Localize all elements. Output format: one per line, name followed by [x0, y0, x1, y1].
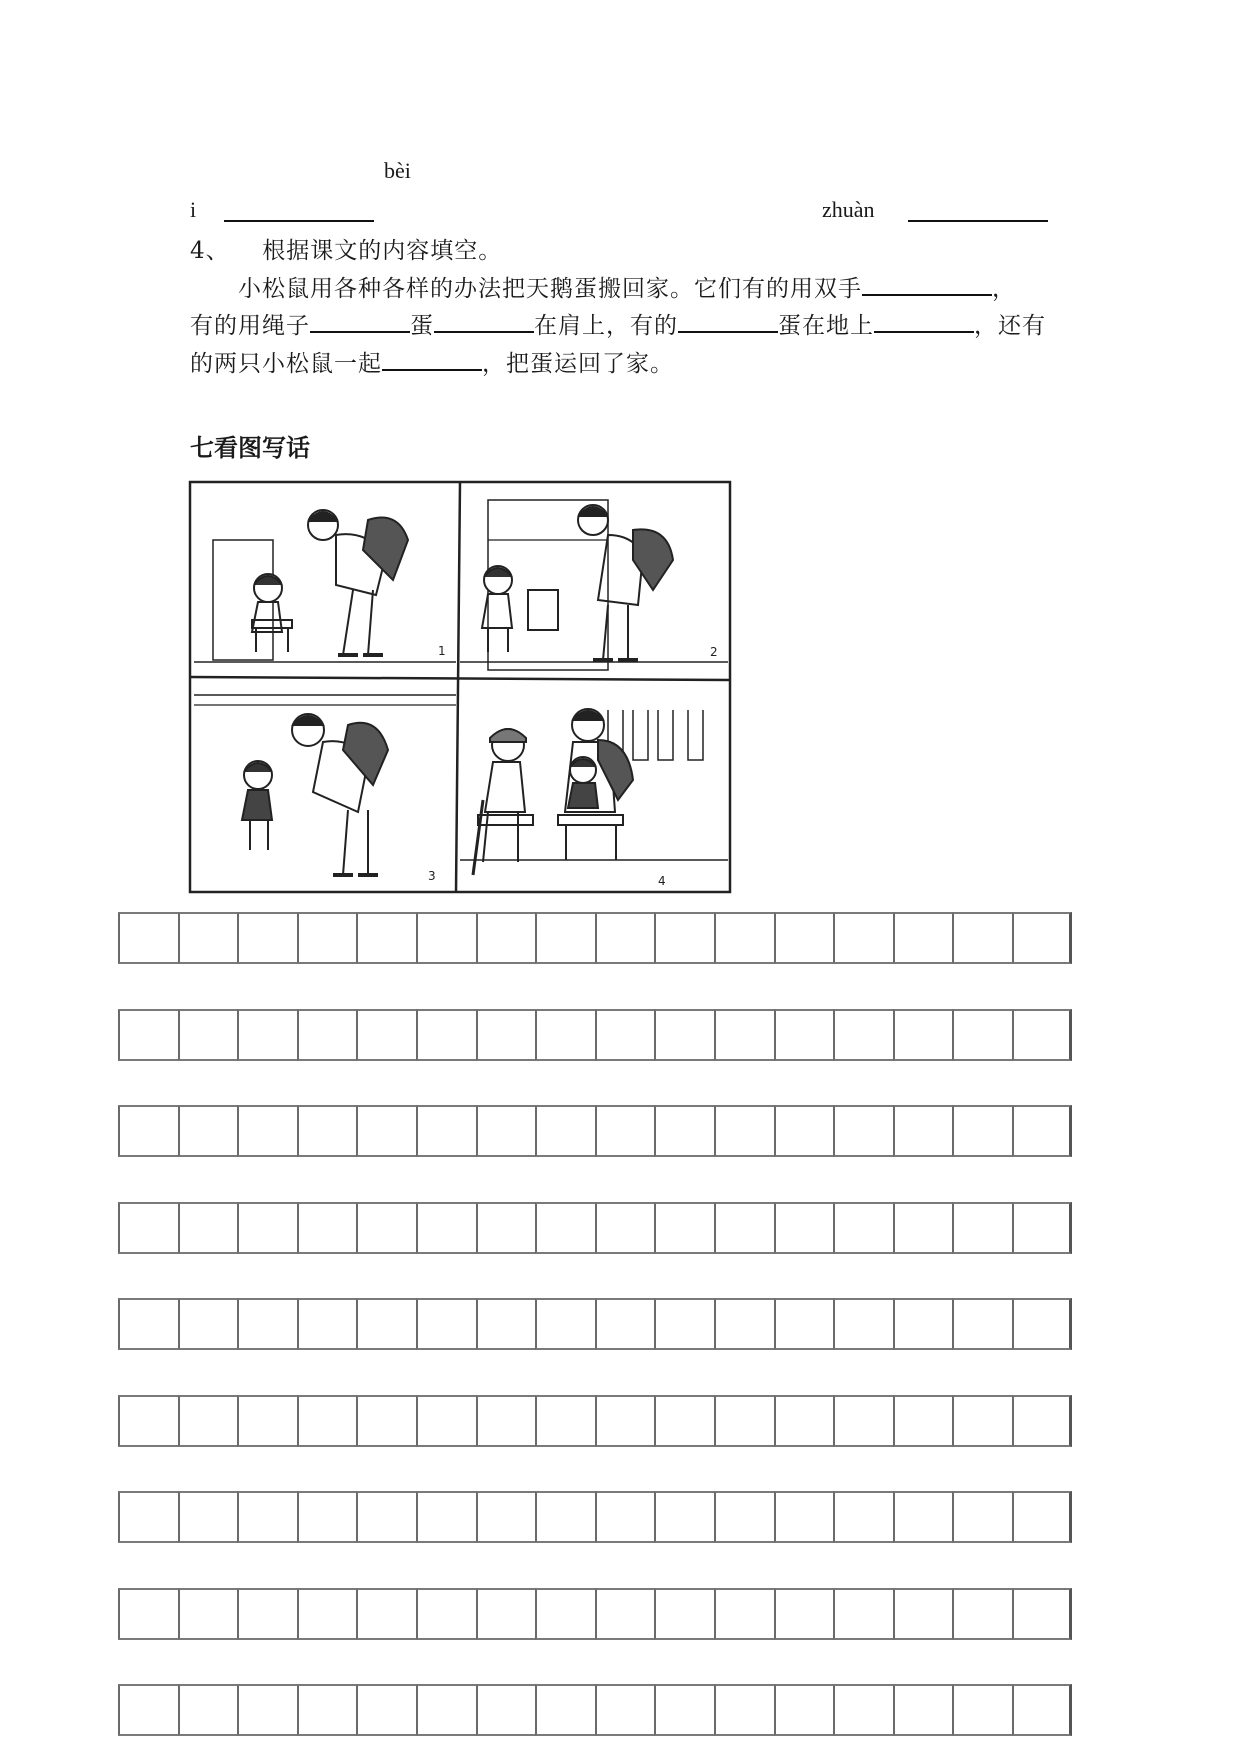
- grid-cell[interactable]: [893, 1395, 953, 1447]
- grid-cell[interactable]: [654, 1588, 714, 1640]
- answer-blank-zhuan[interactable]: [908, 220, 1048, 222]
- grid-cell[interactable]: [595, 1588, 655, 1640]
- grid-cell[interactable]: [714, 1202, 774, 1254]
- grid-cell[interactable]: [356, 1105, 416, 1157]
- grid-cell[interactable]: [952, 1491, 1012, 1543]
- fill-blank-6[interactable]: [382, 347, 482, 371]
- grid-cell[interactable]: [297, 1202, 357, 1254]
- comic-divider-vertical: [456, 482, 460, 892]
- grid-cell[interactable]: [237, 1491, 297, 1543]
- grid-cell[interactable]: [416, 1684, 476, 1736]
- grid-cell[interactable]: [535, 1491, 595, 1543]
- grid-cell[interactable]: [833, 1395, 893, 1447]
- panel-number: 1: [438, 644, 446, 658]
- grid-cell[interactable]: [297, 1588, 357, 1640]
- grid-cell[interactable]: [356, 1009, 416, 1061]
- grid-row: [118, 1491, 1078, 1543]
- panel-number: 3: [428, 869, 436, 883]
- grid-cell[interactable]: [118, 912, 178, 964]
- grid-cell[interactable]: [833, 1298, 893, 1350]
- grid-cell[interactable]: [714, 1491, 774, 1543]
- grid-cell[interactable]: [833, 1491, 893, 1543]
- grid-cell[interactable]: [535, 1202, 595, 1254]
- grid-cell[interactable]: [476, 912, 536, 964]
- grid-cell[interactable]: [297, 1009, 357, 1061]
- grid-cell[interactable]: [535, 912, 595, 964]
- fill-line-2: [190, 307, 1046, 340]
- grid-cell[interactable]: [535, 1298, 595, 1350]
- grid-cell[interactable]: [1012, 1684, 1072, 1736]
- grid-cell[interactable]: [356, 1588, 416, 1640]
- section-title: 七看图写话: [190, 434, 310, 462]
- grid-cell[interactable]: [416, 1009, 476, 1061]
- grid-cell[interactable]: [237, 1298, 297, 1350]
- grid-cell[interactable]: [714, 1009, 774, 1061]
- grid-cell[interactable]: [178, 1491, 238, 1543]
- fill-text: ，还有: [974, 313, 1046, 339]
- grid-cell[interactable]: [118, 1588, 178, 1640]
- grid-row: [118, 1009, 1078, 1061]
- grid-cell[interactable]: [178, 1202, 238, 1254]
- grid-cell[interactable]: [774, 1009, 834, 1061]
- grid-cell[interactable]: [535, 1684, 595, 1736]
- grid-cell[interactable]: [237, 1588, 297, 1640]
- grid-cell[interactable]: [1012, 1588, 1072, 1640]
- grid-cell[interactable]: [356, 1298, 416, 1350]
- grid-row: [118, 912, 1078, 964]
- grid-cell[interactable]: [535, 1105, 595, 1157]
- fill-text: 在肩上，有的: [534, 313, 678, 339]
- grid-cell[interactable]: [774, 1395, 834, 1447]
- grid-cell[interactable]: [297, 1491, 357, 1543]
- grid-row: [118, 1105, 1078, 1157]
- grid-cell[interactable]: [595, 1491, 655, 1543]
- fill-line-1: [238, 270, 1016, 303]
- grid-cell[interactable]: [118, 1202, 178, 1254]
- grid-cell[interactable]: [952, 1202, 1012, 1254]
- grid-cell[interactable]: [237, 1202, 297, 1254]
- grid-cell[interactable]: [833, 1588, 893, 1640]
- grid-cell[interactable]: [237, 1684, 297, 1736]
- fill-text: 蛋: [410, 313, 434, 339]
- grid-cell[interactable]: [356, 1202, 416, 1254]
- grid-cell[interactable]: [178, 1588, 238, 1640]
- grid-cell[interactable]: [654, 1298, 714, 1350]
- grid-cell[interactable]: [476, 1684, 536, 1736]
- grid-cell[interactable]: [774, 912, 834, 964]
- grid-cell[interactable]: [1012, 1009, 1072, 1061]
- grid-cell[interactable]: [595, 1684, 655, 1736]
- grid-cell[interactable]: [356, 1684, 416, 1736]
- grid-cell[interactable]: [654, 1491, 714, 1543]
- grid-cell[interactable]: [476, 1009, 536, 1061]
- grid-cell[interactable]: [237, 1395, 297, 1447]
- grid-cell[interactable]: [893, 1588, 953, 1640]
- grid-cell[interactable]: [893, 912, 953, 964]
- grid-cell[interactable]: [476, 1105, 536, 1157]
- grid-cell[interactable]: [893, 1298, 953, 1350]
- grid-cell[interactable]: [595, 912, 655, 964]
- grid-cell[interactable]: [297, 1105, 357, 1157]
- grid-cell[interactable]: [416, 912, 476, 964]
- grid-cell[interactable]: [595, 1395, 655, 1447]
- grid-cell[interactable]: [476, 1298, 536, 1350]
- grid-cell[interactable]: [833, 1684, 893, 1736]
- grid-cell[interactable]: [535, 1395, 595, 1447]
- grid-cell[interactable]: [654, 1202, 714, 1254]
- comic-panel-2: [460, 500, 728, 670]
- grid-cell[interactable]: [416, 1105, 476, 1157]
- grid-cell[interactable]: [297, 1298, 357, 1350]
- grid-cell[interactable]: [952, 912, 1012, 964]
- comic-divider-horizontal: [190, 677, 730, 680]
- grid-cell[interactable]: [714, 1298, 774, 1350]
- grid-row: [118, 1588, 1078, 1640]
- grid-row: [118, 1684, 1078, 1736]
- question-instruction: 根据课文的内容填空。: [262, 238, 503, 264]
- grid-cell[interactable]: [774, 1588, 834, 1640]
- fill-blank-5[interactable]: [874, 309, 974, 333]
- grid-cell[interactable]: [893, 1491, 953, 1543]
- grid-cell[interactable]: [893, 1684, 953, 1736]
- grid-cell[interactable]: [714, 1588, 774, 1640]
- grid-cell[interactable]: [237, 912, 297, 964]
- fill-text: ，把蛋运回了家。: [482, 351, 674, 377]
- grid-cell[interactable]: [237, 1009, 297, 1061]
- grid-cell[interactable]: [714, 1684, 774, 1736]
- grid-cell[interactable]: [416, 1298, 476, 1350]
- grid-cell[interactable]: [178, 1395, 238, 1447]
- grid-cell[interactable]: [654, 912, 714, 964]
- comic-panel-4: [460, 709, 728, 888]
- grid-cell[interactable]: [595, 1009, 655, 1061]
- grid-cell[interactable]: [476, 1202, 536, 1254]
- grid-cell[interactable]: [774, 1105, 834, 1157]
- grid-cell[interactable]: [952, 1298, 1012, 1350]
- fill-text: 蛋在地上: [778, 313, 874, 339]
- fill-text: ，: [992, 276, 1016, 302]
- fill-blank-2[interactable]: [310, 309, 410, 333]
- grid-cell[interactable]: [654, 1009, 714, 1061]
- fill-text: 小松鼠用各种各样的办法把天鹅蛋搬回家。它们有的用双手: [238, 276, 862, 302]
- pinyin-fragment: i: [190, 197, 197, 222]
- pinyin-zhuan: zhuàn: [822, 197, 875, 222]
- pinyin-bei: bèi: [384, 158, 411, 183]
- grid-cell[interactable]: [416, 1491, 476, 1543]
- grid-cell[interactable]: [654, 1395, 714, 1447]
- grid-cell[interactable]: [774, 1202, 834, 1254]
- grid-cell[interactable]: [774, 1491, 834, 1543]
- grid-cell[interactable]: [178, 1009, 238, 1061]
- grid-cell[interactable]: [178, 1298, 238, 1350]
- grid-cell[interactable]: [118, 1105, 178, 1157]
- answer-blank-bei[interactable]: [224, 220, 374, 222]
- grid-cell[interactable]: [714, 1395, 774, 1447]
- grid-cell[interactable]: [237, 1105, 297, 1157]
- grid-cell[interactable]: [1012, 1298, 1072, 1350]
- grid-cell[interactable]: [1012, 1105, 1072, 1157]
- grid-cell[interactable]: [893, 1202, 953, 1254]
- grid-cell[interactable]: [952, 1588, 1012, 1640]
- grid-cell[interactable]: [833, 1009, 893, 1061]
- grid-cell[interactable]: [952, 1684, 1012, 1736]
- fill-blank-1[interactable]: [862, 272, 992, 296]
- grid-cell[interactable]: [535, 1009, 595, 1061]
- grid-cell[interactable]: [297, 1684, 357, 1736]
- fill-text: 的两只小松鼠一起: [190, 351, 382, 377]
- grid-cell[interactable]: [178, 1105, 238, 1157]
- grid-cell[interactable]: [1012, 912, 1072, 964]
- grid-cell[interactable]: [356, 912, 416, 964]
- grid-cell[interactable]: [714, 912, 774, 964]
- grid-cell[interactable]: [893, 1105, 953, 1157]
- question-number: 4、: [190, 238, 230, 264]
- grid-cell[interactable]: [833, 912, 893, 964]
- grid-cell[interactable]: [833, 1202, 893, 1254]
- grid-cell[interactable]: [476, 1395, 536, 1447]
- fill-line-3: [190, 345, 674, 378]
- grid-cell[interactable]: [595, 1105, 655, 1157]
- comic-illustration: [188, 480, 732, 896]
- grid-cell[interactable]: [774, 1684, 834, 1736]
- grid-cell[interactable]: [178, 912, 238, 964]
- panel-number: 2: [710, 645, 718, 659]
- grid-cell[interactable]: [774, 1298, 834, 1350]
- grid-cell[interactable]: [118, 1395, 178, 1447]
- fill-blank-4[interactable]: [678, 309, 778, 333]
- grid-row: [118, 1202, 1078, 1254]
- grid-cell[interactable]: [1012, 1491, 1072, 1543]
- grid-cell[interactable]: [595, 1202, 655, 1254]
- grid-cell[interactable]: [952, 1009, 1012, 1061]
- grid-cell[interactable]: [297, 1395, 357, 1447]
- grid-cell[interactable]: [952, 1395, 1012, 1447]
- grid-cell[interactable]: [714, 1105, 774, 1157]
- grid-cell[interactable]: [416, 1202, 476, 1254]
- grid-row: [118, 1298, 1078, 1350]
- grid-cell[interactable]: [416, 1588, 476, 1640]
- grid-cell[interactable]: [476, 1588, 536, 1640]
- grid-cell[interactable]: [118, 1491, 178, 1543]
- grid-cell[interactable]: [952, 1105, 1012, 1157]
- grid-cell[interactable]: [118, 1684, 178, 1736]
- grid-cell[interactable]: [535, 1588, 595, 1640]
- comic-panel-3: [194, 695, 456, 883]
- grid-cell[interactable]: [118, 1298, 178, 1350]
- grid-cell[interactable]: [1012, 1202, 1072, 1254]
- grid-cell[interactable]: [178, 1684, 238, 1736]
- panel-number: 4: [658, 874, 666, 888]
- grid-cell[interactable]: [833, 1105, 893, 1157]
- grid-cell[interactable]: [595, 1298, 655, 1350]
- grid-cell[interactable]: [416, 1395, 476, 1447]
- grid-cell[interactable]: [356, 1491, 416, 1543]
- grid-cell[interactable]: [654, 1684, 714, 1736]
- grid-cell[interactable]: [118, 1009, 178, 1061]
- grid-cell[interactable]: [654, 1105, 714, 1157]
- comic-panel-1: [194, 510, 456, 662]
- grid-cell[interactable]: [1012, 1395, 1072, 1447]
- grid-cell[interactable]: [297, 912, 357, 964]
- fill-blank-3[interactable]: [434, 309, 534, 333]
- grid-row: [118, 1395, 1078, 1447]
- fill-text: 有的用绳子: [190, 313, 310, 339]
- question-4: [190, 232, 502, 265]
- grid-cell[interactable]: [476, 1491, 536, 1543]
- grid-cell[interactable]: [356, 1395, 416, 1447]
- grid-cell[interactable]: [893, 1009, 953, 1061]
